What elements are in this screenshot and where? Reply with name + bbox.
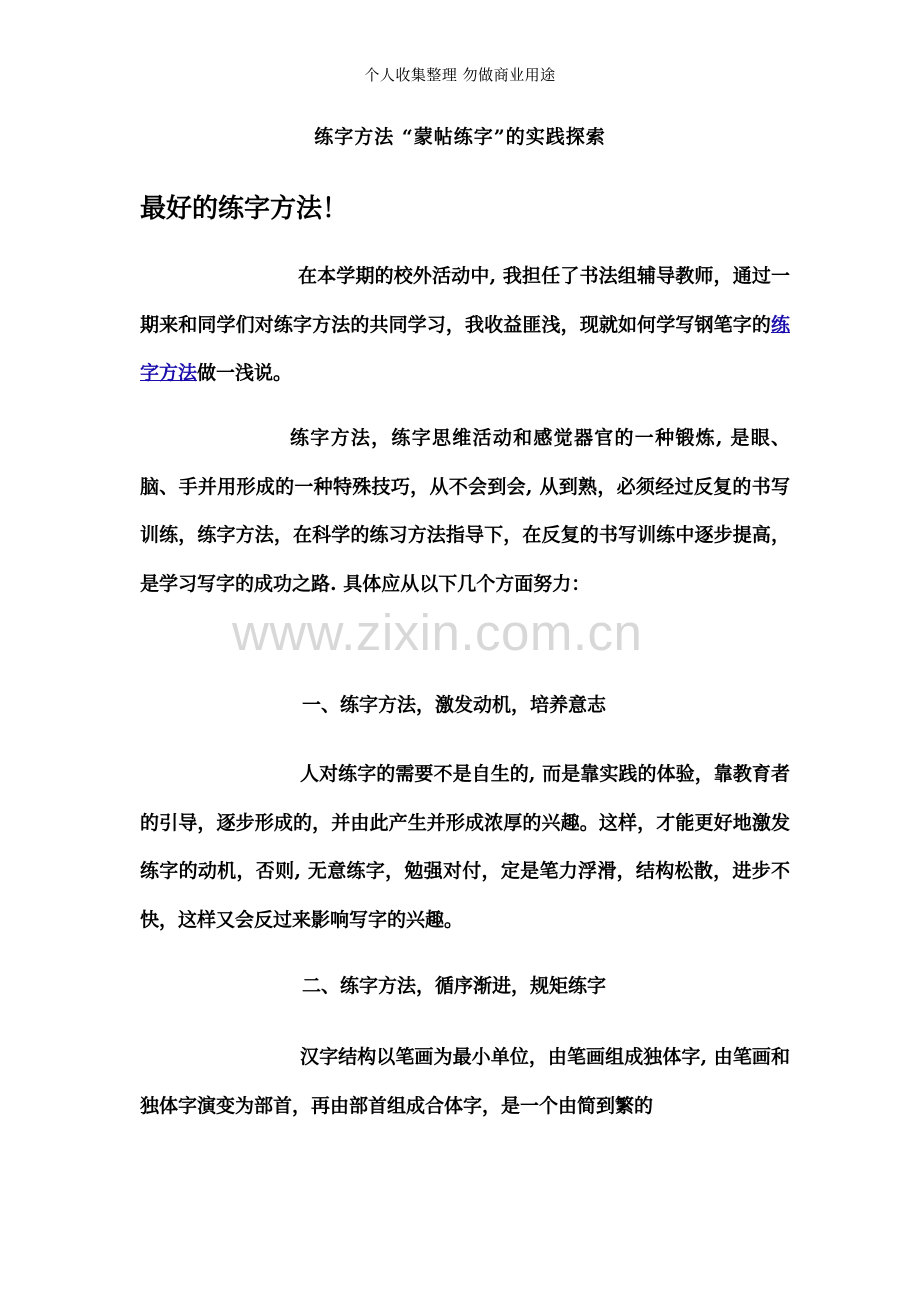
section-heading-1: 一、练字方法，激发动机，培养意志	[302, 694, 607, 716]
header-note: 个人收集整理 勿做商业用途	[364, 66, 556, 84]
paragraph-method: 练字方法，练字思维活动和感觉器官的一种锻炼, 是眼、脑、手并用形成的一种特殊技巧，从不会到会, 从到熟，必须经过反复的书写训练，练字方法，在科学的练习方法指导下，在反复的书写训练中逐步提高，是学习写字的成功之路. 具体应从以下几个方面努力：	[140, 427, 790, 595]
watermark: www.zixin.com.cn	[232, 604, 643, 661]
paragraph-intro-tail: 做一浅说。	[197, 362, 293, 384]
document-title: 最好的练字方法！	[140, 194, 349, 224]
paragraph-intro-text: 在本学期的校外活动中, 我担任了书法组辅导教师，通过一期来和同学们对练字方法的共同学习，我收益匪浅，现就如何学写钢笔字的	[140, 265, 790, 336]
section-heading-2: 二、练字方法，循序渐进，规矩练字	[302, 975, 607, 997]
document-subtitle: 练字方法 “蒙帖练字”的实践探索	[314, 126, 606, 148]
paragraph-motivation: 人对练字的需要不是自生的, 而是靠实践的体验，靠教育者的引导，逐步形成的，并由此产生并形成浓厚的兴趣。这样，才能更好地激发练字的动机，否则, 无意练字，勉强对付，定是笔力浮滑，结构松散，进步不快，这样又会反过来影响写字的兴趣。	[140, 763, 790, 931]
paragraph-structure: 汉字结构以笔画为最小单位，由笔画组成独体字, 由笔画和独体字演变为部首，再由部首组成合体字，是一个由简到繁的	[140, 1046, 790, 1117]
paragraph-intro	[140, 252, 790, 398]
practice-method-link[interactable]: 练字方法	[140, 313, 790, 384]
